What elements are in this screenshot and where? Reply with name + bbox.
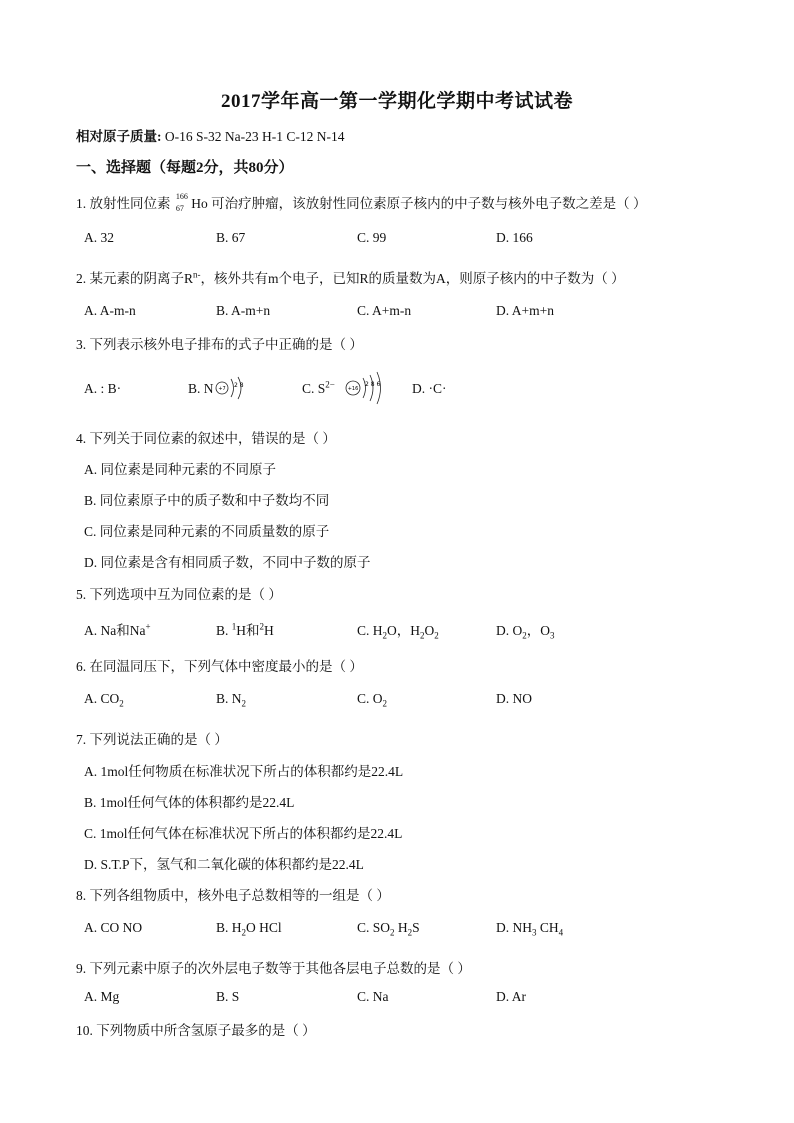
q5-option-c [357,619,439,639]
question-7: 7. 下列说法正确的是（ ） [76,732,228,747]
q4-option-a: A. 同位素是同种元素的不同原子 [84,462,276,477]
q5-option-b [216,619,274,639]
q8-c-sub: 2 [390,927,395,938]
q6-option-b [216,691,246,707]
n-core-label: +7 [218,386,226,392]
q4-option-b: B. 同位素原子中的质子数和中子数均不同 [84,493,330,508]
q3-option-c-label: C. S [302,381,326,396]
q5-option-a-charge: + [145,621,151,632]
q5-c-sub-2: 2 [420,630,425,641]
q6-c-sub: 2 [382,698,388,709]
q2-option-a: A. A-m-n [84,303,136,318]
q3-option-d-label: D. [412,381,426,396]
page-title: 2017学年高一第一学期化学期中考试试卷 [220,91,573,112]
q6-b-sub: 2 [241,698,247,709]
q3-option-a-label: A. [84,381,98,396]
q5-d-sub-1: 2 [522,630,527,641]
question-2-stem-end: ，核外共有m个电子，已知R的质量数为A，则原子核内的中子数为（ ） [200,271,625,286]
question-1-stem-start: 1. 放射性同位素 [76,196,171,211]
q8-d-sub: 3 [532,927,537,938]
q2-option-b: B. A-m+n [216,303,271,318]
q1-option-d: D. 166 [496,230,533,245]
atom-structure-diagram-n [214,374,250,402]
q5-option-c-text: C. H [357,623,383,638]
atomic-number: 67 [175,203,184,213]
section-heading: 一、选择题（每题2分，共80分） [76,160,294,176]
q5-option-b-mid: H和 [236,623,260,638]
q4-option-d: D. 同位素是含有相同质子数，不同中子数的原子 [84,555,371,570]
q9-option-a: A. Mg [84,989,120,1004]
question-4: 4. 下列关于同位素的叙述中，错误的是（ ） [76,431,336,446]
q7-option-b: B. 1mol任何气体的体积都约是22.4L [84,795,295,810]
q5-option-d-text: D. O [496,623,523,638]
q4-option-c: C. 同位素是同种元素的不同质量数的原子 [84,524,330,539]
s-shell-label: 2 8 6 [365,381,381,388]
q7-option-d: D. S.T.P下，氢气和二氧化碳的体积都约是22.4L [84,857,364,872]
q3-option-d [412,381,447,397]
q7-option-a: A. 1mol任何物质在标准状况下所占的体积都约是22.4L [84,764,404,779]
q5-mass-2: 2 [259,621,265,632]
q8-option-b-text: B. H [216,920,242,935]
q5-option-a-text: A. Na和Na [84,623,146,638]
q9-option-d: D. Ar [496,989,526,1004]
q5-option-a [84,619,151,639]
q6-option-a [84,691,124,707]
q5-d-sub-2: 3 [550,630,555,641]
atomic-masses [76,125,344,145]
q8-option-d-mid: CH [536,920,559,935]
q5-option-b-end: H [264,623,274,638]
electron-dot-boron: : B· [100,381,122,396]
q1-option-a: A. 32 [84,230,114,245]
mass-number: 166 [175,191,188,201]
question-1-stem-end: 可治疗肿瘤，该放射性同位素原子核内的中子数与核外电子数之差是（ ） [211,196,647,211]
q8-option-b-mid: O HCl [246,920,282,935]
q5-c-sub-1: 2 [382,630,388,641]
q5-option-c-mid: O，H [387,623,421,638]
isotope-notation [174,191,188,213]
element-symbol: Ho [191,196,208,211]
q2-option-d: D. A+m+n [496,303,554,318]
q7-option-c: C. 1mol任何气体在标准状况下所占的体积都约是22.4L [84,826,403,841]
n-shell-label: 2 8 [234,382,244,389]
q6-option-d: D. NO [496,691,532,706]
q9-option-b: B. S [216,989,240,1004]
q5-option-d-mid: ，O [526,623,550,638]
q1-option-c: C. 99 [357,230,387,245]
q8-option-d [496,920,563,936]
q6-option-b-text: B. N [216,691,242,706]
question-2-stem-start: 2. 某元素的阴离子R [76,271,194,286]
q5-option-c-mid2: O [424,623,435,638]
q8-option-a: A. CO NO [84,920,143,935]
q8-option-c-end: S [412,920,420,935]
q3-option-c [302,381,335,397]
q3-option-b-label: B. N [188,381,214,396]
q5-option-d [496,619,555,639]
sulfide-charge: 2− [325,379,335,390]
question-8: 8. 下列各组物质中，核外电子总数相等的一组是（ ） [76,888,390,903]
question-9: 9. 下列元素中原子的次外层电子数等于其他各层电子总数的是（ ） [76,961,471,976]
q6-option-c [357,691,387,707]
q8-c-sub-2: 2 [407,927,413,938]
q9-option-c: C. Na [357,989,389,1004]
s-core-label: +16 [347,386,359,392]
question-3: 3. 下列表示核外电子排布的式子中正确的是（ ） [76,337,363,352]
q6-option-a-text: A. CO [84,691,120,706]
q6-option-c-text: C. O [357,691,383,706]
q6-a-sub: 2 [119,698,124,709]
q8-d-sub-2: 4 [558,927,564,938]
q8-option-d-text: D. NH [496,920,532,935]
atomic-masses-label: 相对原子质量: [76,129,162,144]
q8-option-c-mid: H [394,920,408,935]
q3-option-a [84,381,121,397]
q5-mass-1: 1 [231,621,237,632]
question-10: 10. 下列物质中所含氢原子最多的是（ ） [76,1023,316,1038]
electron-dot-carbon: ·C· [428,381,447,396]
q8-option-b [216,920,282,936]
q5-option-b-label: B. [216,623,232,638]
q8-option-c [357,920,420,936]
question-5: 5. 下列选项中互为同位素的是（ ） [76,587,282,602]
q3-option-b [188,381,214,397]
q2-option-c: C. A+m-n [357,303,412,318]
ion-structure-diagram-s [343,370,395,406]
question-1 [76,192,647,212]
q8-option-c-text: C. SO [357,920,391,935]
q8-b-sub: 2 [241,927,247,938]
question-2 [76,267,625,287]
atomic-masses-values: O-16 S-32 Na-23 H-1 C-12 N-14 [164,129,345,144]
q1-option-b: B. 67 [216,230,246,245]
ion-charge: n- [193,269,201,280]
question-6: 6. 在同温同压下，下列气体中密度最小的是（ ） [76,659,363,674]
q5-c-sub-3: 2 [434,630,439,641]
